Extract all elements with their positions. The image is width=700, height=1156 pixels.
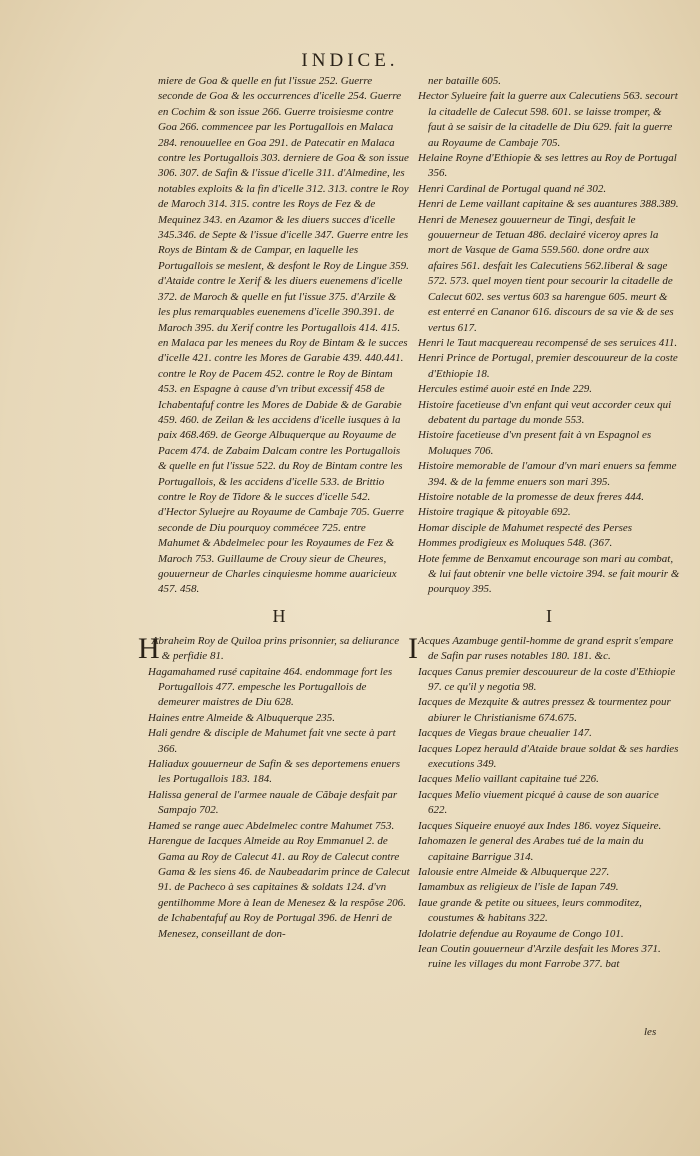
index-entry: Halissa general de l'armee nauale de Cãbaje desfait par Sampajo 702. [148,788,398,817]
index-entry: Henri Prince de Portugal, premier descouureur de la coste d'Ethiopie 18. [418,352,678,380]
index-entry: Hercules estimé auoir esté en Inde 229. [418,383,593,396]
index-entry: Iamambux as religieux de l'isle de Iapan 749. [418,881,619,894]
index-entry: Helaine Royne d'Ethiopie & ses lettres au Roy de Portugal 356. [418,152,677,180]
index-entry: Iahomazen le general des Arabes tué de la main du capitaine Barrigue 314. [418,835,644,863]
index-entry-first [138,631,410,665]
right-column [408,74,680,973]
index-entry: Ialousie entre Almeide & Albuquerque 227. [418,865,610,878]
index-entry: Iacques Melio vaillant capitaine tué 226. [418,773,599,786]
index-entry: Histoire tragique & pitoyable 692. [418,506,571,519]
index-entry: Histoire facetieuse d'vn enfant qui veut accorder ceux qui debatent du partage du monde 553. [418,398,672,426]
index-entry: ner bataille 605. [428,75,502,87]
index-entry: Hote femme de Benxamut encourage son mari au combat, & lui faut obtenir vne belle victoire 394. se fait mourir & pourquoy 395. [418,552,680,596]
page-header: INDICE. [301,50,399,71]
index-entry: Iacques Siqueire enuoyé aux Indes 186. voyez Siqueire. [418,819,662,832]
index-entry: Iacques Melio viuement picqué à cause de son auarice 622. [418,788,659,817]
left-column [138,74,410,942]
index-entry: Iean Coutin gouuerneur d'Arzile desfait les Mores 371. ruine les villages du mont Farrobe 377. bat [418,942,661,971]
index-entry: Iacques Lopez herauld d'Ataide braue soldat & ses hardies executions 349. [418,742,679,771]
index-entry: Henri de Menesez gouuerneur de Tingi, desfait le gouuerneur de Tetuan 486. declairé viceroy apres la mort de Vasque de Gama 559.560. done ordre aux afaires 561. desfait les Calecutiens 562.liberal & sage 572. 573. quel moyen tient pour secourir la citadelle de Calecut 602. ses vertus 603 sa harengue 605. meurt & est enterré en Cananor 616. discours de sa vie & de ses vertus 617. [418,213,674,334]
index-entry: Hector Sylueire fait la guerre aux Calecutiens 563. secourt la citadelle de Calecut 598. 601. se laisse tromper, & faut à se saisir de la citadelle de Diu 629. fait la guerre au Royaume de Cambaje 705. [418,90,678,149]
index-entry: miere de Goa & quelle en fut l'issue 252. Guerre seconde de Goa & les occurrences d'icelle 254. Guerre en Cochim & son issue 266. Guerre troisiesme contre Goa 266. commencee par les Portugallois en Malaca 284. renouuellee en Goa 291. de Patecatir en Malaca contre les Portugallois 303. derniere de Goa & son issue 306. 307. de Safin & l'issue d'icelle 311. d'Almedine, les notables exploits & la fin d'icelle 312. 313. contre le Roy de Maroch 314. 315. contre les Roys de Fez & de Mequinez 343. en Azamor & les diuers succes d'icelle 345.346. de Septe & l'issue d'icelle 347. Guerre entre les Roys de Bintam & de Campar, en laquelle les Portugallois se meslent, & desfont le Roy de Lingue 359. d'Ataide contre le Xerif & les diuers euenemens d'icelle 372. de Maroch & quelle en fut l'issue 375. d'Arzile & les plus remarquables euenemens d'icelle 390.391. de Maroch 395. du Xerif contre les Portugallois 414. 415. en Malaca par les menees du Roy de Bintam & le succes d'icelle 421. contre les Mores de Garabie 439. 440.441. contre le Roy de Pacem 452. contre le Roy de Bintam 453. en Espagne à cause d'vn tribut excessif 458 de Ichabentafuf contre les Mores de Dabide & de Garabie 459. 460. de Zeilan & les accidens d'icelle iusques à la paix 468.469. de George Albuquerque au Royaume de Pacem 474. de Zabaim Dalcam contre les Portugallois & quelle en fut l'issue 522. du Roy de Bintam contre les Portugallois, & les accidens d'icelle 533. de Brittio contre le Roy de Tidore & le succes d'icelle 542. d'Hector Syluejre au Royaume de Cambaje 705. Guerre seconde de Diu pourquoy commécee 725. entre Mahumet & Abdelmelec pour les Royaumes de Fez & Maroch 753. Guillaume de Crouy sieur de Cheures, gouuerneur de Charles cinquiesme homme auaricieux 457. 458. [158,75,409,596]
index-entry: Henri Cardinal de Portugal quand né 302. [418,182,607,195]
index-entry: Histoire facetieuse d'vn present fait à vn Espagnol es Moluques 706. [418,429,652,457]
index-entry: Iaue grande & petite ou situees, leurs commoditez, coustumes & habitans 322. [418,896,642,925]
index-entry: Iacques de Viegas braue cheualier 147. [418,727,592,740]
index-entry-text: Acques Azambuge gentil-homme de grand esprit s'empare de Safin par ruses notables 180. 181. &c. [418,634,674,663]
index-entry: Idolatrie defendue au Royaume de Congo 101. [418,927,624,940]
index-entry: Homar disciple de Mahumet respecté des Perses [418,521,633,534]
index-entry: Harengue de Iacques Almeide au Roy Emmanuel 2. de Gama au Roy de Calecut 41. au Roy de Calecut contre Gama & les siens 46. de Naubeadarim prince de Calecut 91. de Pacheco à ses capitaines & soldats 124. d'vn gentilhomme More à Iean de Menesez & la respõse 206. de Ichabentafuf au Roy de Portugal 396. de Henri de Menesez, conseillant de don- [148,835,410,940]
index-entry: Histoire notable de la promesse de deux freres 444. [418,490,644,503]
index-entry-text: Abraheim Roy de Quiloa prins prisonnier, sa deliurance & perfidie 81. [151,634,400,663]
index-entry: Hagamahamed rusé capitaine 464. endommage fort les Portugallois 477. empesche les Portugallois de demeurer maistres de Diu 628. [148,665,393,709]
drop-cap-h: H [138,631,160,665]
index-entry: Iacques de Mezquite & autres pressez & tourmentez pour abiurer le Christianisme 674.675. [418,696,671,724]
section-letter-i: I [546,605,552,626]
index-entry: Henri de Leme vaillant capitaine & ses auantures 388.389. [418,198,679,211]
index-entry: Hamed se range auec Abdelmelec contre Mahumet 753. [148,819,395,832]
index-entry-first: I Acques Azambuge gentil-homme de grand esprit s'empare de Safin par ruses notables 180. 181. &c. [408,631,674,665]
index-entry: Hali gendre & disciple de Mahumet fait vne secte à part 366. [148,727,396,755]
index-entry: Henri le Taut macquereau recompensé de ses seruices 411. [418,336,678,349]
catchword: les [644,1026,657,1038]
index-entry: Hommes prodigieux es Moluques 548. (367. [418,537,613,550]
section-letter-h: H [272,605,286,626]
index-entry: Haliadux gouuerneur de Safin & ses deportemens enuers les Portugallois 183. 184. [148,758,401,786]
index-entry: Histoire memorable de l'amour d'vn mari enuers sa femme 394. & de la femme enuers son mari 395. [418,460,677,488]
index-entry: Iacques Canus premier descouureur de la coste d'Ethiopie 97. ce qu'il y negotia 98. [418,665,676,694]
index-entry: Haines entre Almeide & Albuquerque 235. [148,711,335,724]
